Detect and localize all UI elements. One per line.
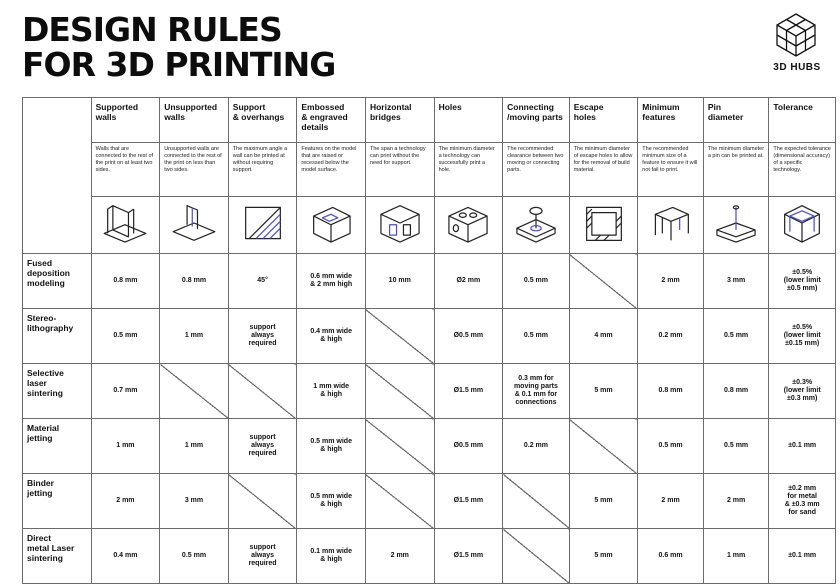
overhang-icon bbox=[237, 235, 289, 252]
column-icon-cell-2 bbox=[160, 197, 229, 254]
row-label-6: Direct metal Laser sintering bbox=[23, 529, 92, 584]
not-applicable-cell bbox=[365, 364, 434, 419]
not-applicable-cell bbox=[503, 474, 570, 529]
value-cell: 0.5 mm bbox=[638, 419, 704, 474]
value-cell: 5 mm bbox=[569, 529, 638, 584]
value-cell: ±0.1 mm bbox=[769, 419, 836, 474]
value-cell: 0.2 mm bbox=[503, 419, 570, 474]
design-rules-table bbox=[22, 97, 836, 584]
column-header-4: Embossed & engraved details bbox=[297, 98, 366, 143]
brand-logo-icon bbox=[770, 12, 822, 58]
value-cell: 0.5 mm wide & high bbox=[297, 419, 366, 474]
not-applicable-cell bbox=[365, 474, 434, 529]
value-cell: ±0.5% (lower limit ±0.5 mm) bbox=[769, 254, 836, 309]
value-cell: 0.1 mm wide & high bbox=[297, 529, 366, 584]
brand-name: 3D HUBS bbox=[773, 62, 821, 73]
value-cell: 3 mm bbox=[160, 474, 229, 529]
value-cell: 0.8 mm bbox=[638, 364, 704, 419]
column-header-5: Horizontal bridges bbox=[365, 98, 434, 143]
column-description-2: Unsupported walls are connected to the rest of the print on less than two sides. bbox=[160, 143, 229, 197]
title-line-1: DESIGN RULES bbox=[22, 10, 282, 49]
value-cell: 5 mm bbox=[569, 364, 638, 419]
value-cell: 0.5 mm bbox=[91, 309, 160, 364]
table-row bbox=[23, 309, 836, 364]
value-cell: support always required bbox=[228, 309, 297, 364]
value-cell: 2 mm bbox=[703, 474, 769, 529]
value-cell: 0.8 mm bbox=[160, 254, 229, 309]
not-applicable-cell bbox=[365, 309, 434, 364]
value-cell: ±0.2 mm for metal & ±0.3 mm for sand bbox=[769, 474, 836, 529]
value-cell: 2 mm bbox=[91, 474, 160, 529]
title-line-2: FOR 3D PRINTING bbox=[22, 45, 336, 84]
table-row bbox=[23, 529, 836, 584]
not-applicable-cell bbox=[228, 364, 297, 419]
value-cell: support always required bbox=[228, 419, 297, 474]
page-title bbox=[22, 12, 335, 82]
value-cell: 0.5 mm bbox=[503, 254, 570, 309]
column-header-10: Pin diameter bbox=[703, 98, 769, 143]
value-cell: 10 mm bbox=[365, 254, 434, 309]
column-icon-cell-11 bbox=[769, 197, 836, 254]
value-cell: 0.4 mm bbox=[91, 529, 160, 584]
column-icon-cell-6 bbox=[434, 197, 503, 254]
row-label-3: Selective laser sintering bbox=[23, 364, 92, 419]
column-header-2: Unsupported walls bbox=[160, 98, 229, 143]
column-header-3: Support & overhangs bbox=[228, 98, 297, 143]
column-header-8: Escape holes bbox=[569, 98, 638, 143]
column-header-1: Supported walls bbox=[91, 98, 160, 143]
column-description-8: The minimum diameter of escape holes to allow for the removal of build material. bbox=[569, 143, 638, 197]
unsupported-walls-icon bbox=[168, 235, 220, 252]
column-icon-cell-8 bbox=[569, 197, 638, 254]
value-cell: 0.8 mm bbox=[703, 364, 769, 419]
value-cell: 1 mm wide & high bbox=[297, 364, 366, 419]
supported-walls-icon bbox=[99, 235, 151, 252]
value-cell: ±0.3% (lower limit ±0.3 mm) bbox=[769, 364, 836, 419]
bridge-icon bbox=[374, 235, 426, 252]
value-cell: 3 mm bbox=[703, 254, 769, 309]
value-cell: 2 mm bbox=[638, 474, 704, 529]
value-cell: 1 mm bbox=[160, 419, 229, 474]
value-cell: Ø0.5 mm bbox=[434, 419, 503, 474]
table-row bbox=[23, 254, 836, 309]
value-cell: ±0.5% (lower limit ±0.15 mm) bbox=[769, 309, 836, 364]
embossed-details-icon bbox=[305, 235, 357, 252]
value-cell: 5 mm bbox=[569, 474, 638, 529]
not-applicable-cell bbox=[228, 474, 297, 529]
column-icon-cell-1 bbox=[91, 197, 160, 254]
value-cell: 45° bbox=[228, 254, 297, 309]
column-header-11: Tolerance bbox=[769, 98, 836, 143]
value-cell: Ø1.5 mm bbox=[434, 529, 503, 584]
column-icon-cell-10 bbox=[703, 197, 769, 254]
column-header-9: Minimum features bbox=[638, 98, 704, 143]
row-label-5: Binder jetting bbox=[23, 474, 92, 529]
column-description-9: The recommended minimum size of a feature to ensure it will not fail to print. bbox=[638, 143, 704, 197]
pin-icon bbox=[710, 235, 762, 252]
row-label-4: Material jetting bbox=[23, 419, 92, 474]
table-row bbox=[23, 364, 836, 419]
value-cell: 2 mm bbox=[638, 254, 704, 309]
row-label-2: Stereo- lithography bbox=[23, 309, 92, 364]
value-cell: Ø2 mm bbox=[434, 254, 503, 309]
value-cell: ±0.1 mm bbox=[769, 529, 836, 584]
holes-icon bbox=[442, 235, 494, 252]
not-applicable-cell bbox=[569, 419, 638, 474]
column-description-7: The recommended clearance between two moving or connecting parts. bbox=[503, 143, 570, 197]
tolerance-icon bbox=[776, 235, 828, 252]
column-header-7: Connecting /moving parts bbox=[503, 98, 570, 143]
value-cell: 0.2 mm bbox=[638, 309, 704, 364]
value-cell: 0.5 mm bbox=[703, 309, 769, 364]
moving-parts-icon bbox=[510, 235, 562, 252]
value-cell: 0.4 mm wide & high bbox=[297, 309, 366, 364]
not-applicable-cell bbox=[160, 364, 229, 419]
column-description-11: The expected tolerance (dimensional accuracy) of a specific technology. bbox=[769, 143, 836, 197]
value-cell: 1 mm bbox=[160, 309, 229, 364]
not-applicable-cell bbox=[365, 419, 434, 474]
value-cell: 1 mm bbox=[703, 529, 769, 584]
minimum-features-icon bbox=[645, 235, 697, 252]
column-description-10: The minimum diameter a pin can be printed at. bbox=[703, 143, 769, 197]
value-cell: 0.5 mm bbox=[160, 529, 229, 584]
column-description-3: The maximum angle a wall can be printed at without requiring support. bbox=[228, 143, 297, 197]
column-header-6: Holes bbox=[434, 98, 503, 143]
column-icon-cell-7 bbox=[503, 197, 570, 254]
value-cell: support always required bbox=[228, 529, 297, 584]
value-cell: 4 mm bbox=[569, 309, 638, 364]
value-cell: Ø1.5 mm bbox=[434, 474, 503, 529]
column-icon-cell-9 bbox=[638, 197, 704, 254]
value-cell: Ø1.5 mm bbox=[434, 364, 503, 419]
value-cell: Ø0.5 mm bbox=[434, 309, 503, 364]
header-corner-cell bbox=[23, 98, 92, 254]
value-cell: 0.5 mm wide & high bbox=[297, 474, 366, 529]
escape-holes-icon bbox=[578, 235, 630, 252]
table-row bbox=[23, 474, 836, 529]
table-row bbox=[23, 419, 836, 474]
column-description-4: Features on the model that are raised or recessed below the model surface. bbox=[297, 143, 366, 197]
value-cell: 0.7 mm bbox=[91, 364, 160, 419]
column-description-1: Walls that are connected to the rest of the print on at least two sides. bbox=[91, 143, 160, 197]
value-cell: 0.5 mm bbox=[503, 309, 570, 364]
column-icon-cell-5 bbox=[365, 197, 434, 254]
not-applicable-cell bbox=[569, 254, 638, 309]
value-cell: 1 mm bbox=[91, 419, 160, 474]
value-cell: 0.6 mm bbox=[638, 529, 704, 584]
value-cell: 0.3 mm for moving parts & 0.1 mm for connections bbox=[503, 364, 570, 419]
column-icon-cell-3 bbox=[228, 197, 297, 254]
column-description-5: The span a technology can print without the need for support. bbox=[365, 143, 434, 197]
row-label-1: Fused deposition modeling bbox=[23, 254, 92, 309]
column-description-6: The minimum diameter a technology can successfully print a hole. bbox=[434, 143, 503, 197]
value-cell: 0.5 mm bbox=[703, 419, 769, 474]
column-icon-cell-4 bbox=[297, 197, 366, 254]
value-cell: 2 mm bbox=[365, 529, 434, 584]
not-applicable-cell bbox=[503, 529, 570, 584]
value-cell: 0.6 mm wide & 2 mm high bbox=[297, 254, 366, 309]
value-cell: 0.8 mm bbox=[91, 254, 160, 309]
